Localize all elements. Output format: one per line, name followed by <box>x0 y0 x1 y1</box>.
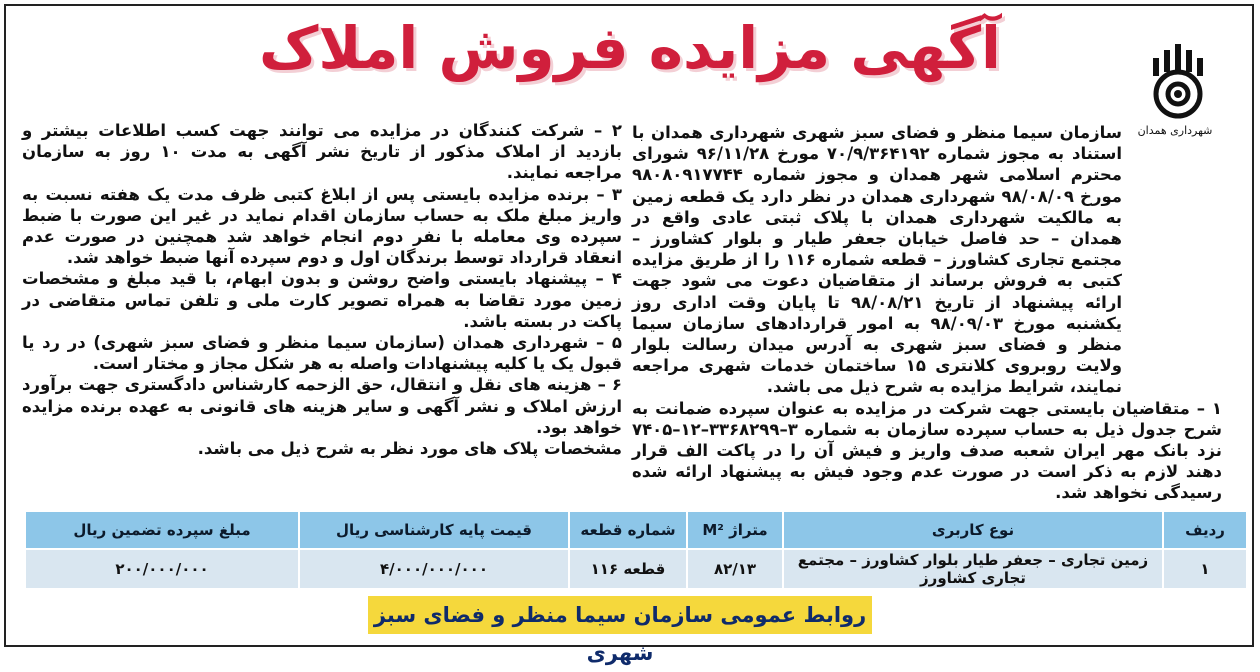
header-deposit: مبلغ سپرده تضمین ریال <box>25 511 299 549</box>
left-column <box>22 120 622 459</box>
cell-usage-type: زمین تجاری – جعفر طیار بلوار کشاورز – مجتمع تجاری کشاورز <box>783 549 1163 589</box>
header-base-price: قیمت پایه کارشناسی ریال <box>299 511 569 549</box>
footer-banner: روابط عمومی سازمان سیما منظر و فضای سبز شهری <box>368 596 872 634</box>
condition-5: ۵ – شهرداری همدان (سازمان سیما منظر و فضای سبز شهری) در رد یا قبول یک یا کلیه پیشنهادات واصله به هر شکل مجاز و مختار است. <box>22 333 622 374</box>
condition-3: ۳ – برنده مزایده بایستی پس از ابلاغ کتبی ظرف مدت یک هفته نسبت به واریز مبلغ ملک به حساب سازمان اقدام نماید در غیر این صورت با ضبط سپرده وی معامله با نفر دوم انجام خواهد شد همچنین در صورت عدم انعقاد قرارداد توسط برندگان اول و دوم سپرده آنها ضبط خواهد شد. <box>22 184 622 268</box>
header-area: متراژ M² <box>687 511 783 549</box>
condition-4: ۴ – پیشنهاد بایستی واضح روشن و بدون ابهام، با قید مبلغ و مشخصات زمین مورد تقاضا به همراه تصویر کارت ملی و تلفن تماس متقاضی در پاکت در بسته باشد. <box>22 269 622 331</box>
condition-6: ۶ – هزینه های نقل و انتقال، حق الزحمه کارشناس دادگستری جهت برآورد ارزش املاک و نشر آگهی و سایر هزینه های قانونی به عهده برنده مزایده خواهد بود. <box>22 375 622 437</box>
cell-row-number: ۱ <box>1163 549 1247 589</box>
condition-1: ۱ – متقاضیان بایستی جهت شرکت در مزایده به عنوان سپرده ضمانت به شرح جدول ذیل به حساب سپرده سازمان به شماره ۳–۳۳۶۸۲۹۹–۱۲–۷۴۰۵ نزد بانک مهر ایران شعبه صدف واریز و فیش آن را در پاکت الف قرار دهند لازم به ذکر است در صورت عدم وجود فیش به پیشنهاد ارائه شده رسیدگی نخواهد شد. <box>632 398 1222 503</box>
cell-area: ۸۲/۱۳ <box>687 549 783 589</box>
municipality-logo-icon <box>1128 36 1228 136</box>
plates-note: مشخصات پلاک های مورد نظر به شرح ذیل می باشد. <box>197 439 622 459</box>
plates-table <box>24 510 1248 590</box>
header-row-number: ردیف <box>1163 511 1247 549</box>
cell-plot-number: قطعه ۱۱۶ <box>569 549 687 589</box>
condition-2: ۲ – شرکت کنندگان در مزایده می توانند جهت کسب اطلاعات بیشتر و بازدید از املاک مذکور از تاریخ نشر آگهی به مدت ۱۰ روز به سازمان مراجعه نمایند. <box>22 121 622 183</box>
ad-title: آگهی مزایده فروش املاک <box>259 14 1001 82</box>
intro-text: سازمان سیما منظر و فضای سبز شهری شهرداری همدان با استناد به مجوز شماره ۷۰/۹/۳۶۴۱۹۲ مورخ ۹۶/۱۱/۲۸ شورای محترم اسلامی شهر همدان و مجوز شماره ۹۸۰۸۰۹۱۷۷۴۴ مورخ ۹۸/۰۸/۰۹ شهرداری همدان در نظر دارد یک قطعه زمین به مالکیت شهرداری همدان با پلاک ثبتی عادی واقع در همدان – حد فاصل خیابان جعفر طیار و بلوار کشاورز – مجتمع تجاری کشاورز – قطعه شماره ۱۱۶ را از طریق مزایده کتبی به فروش برساند از متقاضیان دعوت می شود جهت ارائه پیشنهاد از تاریخ ۹۸/۰۸/۲۱ تا پایان وقت اداری روز یکشنبه مورخ ۹۸/۰۹/۰۳ به امور قراردادهای سازمان سیما منظر و فضای سبز شهری به آدرس میدان رسالت بلوار ولایت روبروی کلانتری ۱۵ ساختمان خدمات شهری مراجعه نمایند، شرایط مزایده به شرح ذیل می باشد. <box>632 123 1123 397</box>
right-column <box>632 122 1222 504</box>
cell-base-price: ۴/۰۰۰/۰۰۰/۰۰۰ <box>299 549 569 589</box>
table-row <box>25 549 1247 589</box>
table-header-row <box>25 511 1247 549</box>
header-usage-type: نوع کاربری <box>783 511 1163 549</box>
cell-deposit: ۲۰۰/۰۰۰/۰۰۰ <box>25 549 299 589</box>
header-plot-number: شماره قطعه <box>569 511 687 549</box>
logo-caption: شهرداری همدان <box>1137 124 1213 137</box>
